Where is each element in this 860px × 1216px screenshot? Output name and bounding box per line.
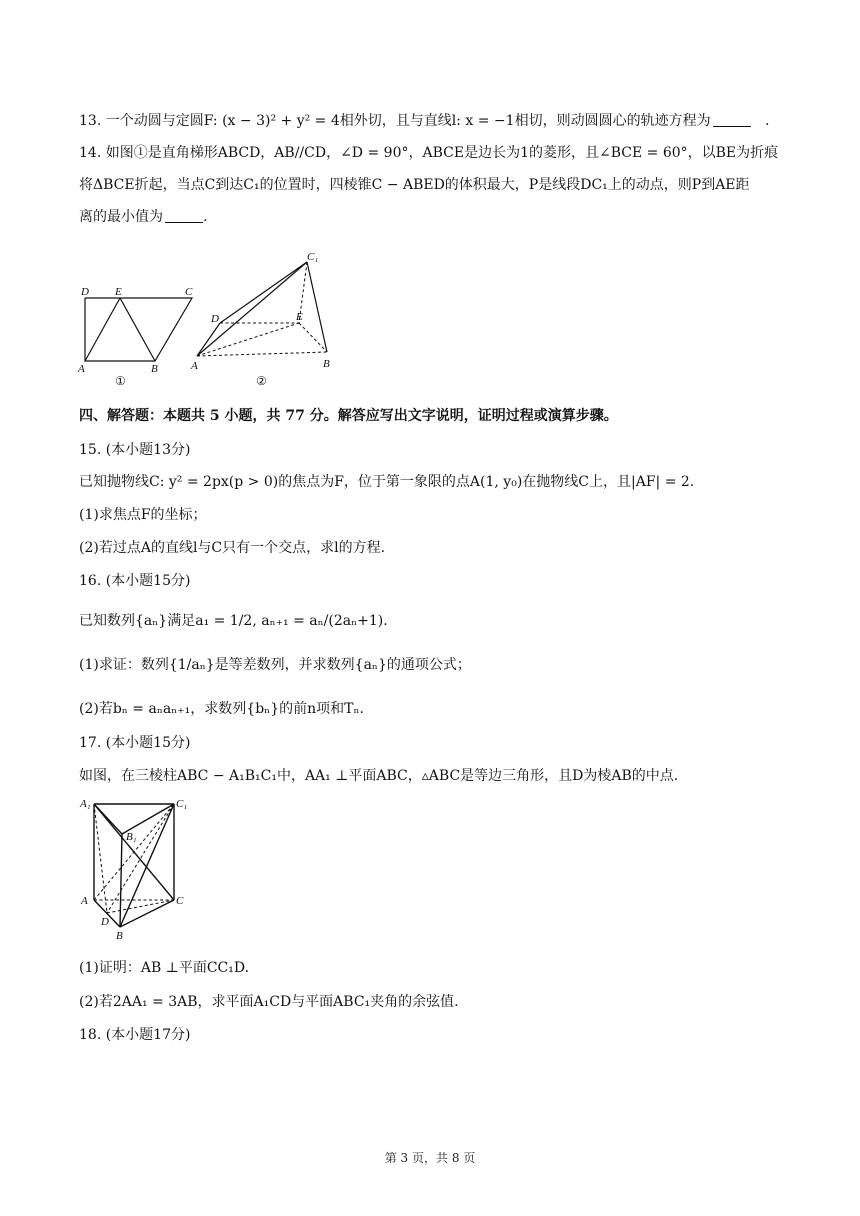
segment-eb: [120, 298, 155, 361]
figure-17: [76, 794, 206, 944]
segment-dc1: [220, 262, 307, 323]
question-13: [79, 111, 769, 131]
edge-bc: [120, 900, 174, 927]
question-13-text: 13. 一个动圆与定圆F: (x − 3)² + y² = 4相外切，且与直线l: x = −1相切，则动圆圆心的轨迹方程为: [79, 113, 711, 129]
question-14-end: .: [203, 209, 208, 225]
question-17-stem: 如图，在三棱柱ABC − A₁B₁C₁中，AA₁ ⊥平面ABC，▵ABC是等边三角形，且D为棱AB的中点.: [79, 768, 679, 784]
question-17-head: 17. (本小题15分): [79, 735, 191, 751]
trapezoid-abcd: [85, 298, 192, 361]
label-d-1: D: [81, 286, 89, 298]
edge-c1b: [120, 804, 174, 927]
label-a1: A₁: [80, 798, 91, 810]
question-14-line2: 将ΔBCE折起，当点C到达C₁的位置时，四棱锥C − ABED的体积最大，P是线段DC₁上的动点，则P到AE距: [79, 177, 750, 193]
question-17-part-2: (2)若2AA₁ = 3AB，求平面A₁CD与平面ABC₁夹角的余弦值.: [79, 994, 459, 1010]
figure-14: [75, 248, 345, 393]
label-c: C: [176, 895, 184, 907]
edge-b1c1: [122, 804, 174, 834]
segment-c1b: [307, 262, 327, 352]
label-c1-2: C₁: [307, 251, 319, 263]
label-e-2: E: [296, 311, 303, 323]
question-13-end: .: [765, 113, 770, 129]
segment-ae: [85, 298, 120, 361]
label-a-2: A: [191, 360, 198, 372]
segment-ab-2: [197, 352, 327, 356]
segment-eb-2: [299, 323, 327, 352]
question-16-part-1: (1)求证：数列{1/aₙ}是等差数列，并求数列{aₙ}的通项公式；: [79, 657, 471, 673]
section-4-heading: 四、解答题：本题共 5 小题，共 77 分。解答应写出文字说明，证明过程或演算步骤。: [79, 408, 618, 424]
question-15-part-2: (2)若过点A的直线l与C只有一个交点，求l的方程.: [79, 540, 386, 556]
label-b: B: [116, 930, 123, 942]
question-15-head: 15. (本小题13分): [79, 442, 191, 458]
label-e-1: E: [115, 286, 122, 298]
label-b-1: B: [151, 363, 158, 375]
label-a-1: A: [78, 363, 85, 375]
label-d: D: [101, 916, 109, 928]
label-c1: C₁: [176, 798, 188, 810]
label-b1: B₁: [126, 831, 137, 843]
question-16-part-2: (2)若bₙ = aₙaₙ₊₁，求数列{bₙ}的前n项和Tₙ.: [79, 701, 364, 717]
figure-14-part-1: [85, 298, 192, 361]
caption-2: ②: [256, 374, 267, 388]
question-14-line3-text: 离的最小值为: [79, 209, 163, 225]
label-d-2: D: [211, 313, 219, 325]
label-c-1: C: [185, 286, 193, 298]
figure-14-part-2: [197, 262, 327, 356]
edge-dc: [107, 900, 174, 913]
edge-c1d: [107, 804, 174, 913]
segment-ac1: [197, 262, 307, 356]
segment-ae-2: [197, 323, 299, 356]
page-footer: 第 3 页，共 8 页: [384, 1151, 476, 1165]
question-18-head: 18. (本小题17分): [79, 1027, 191, 1043]
question-15-part-1: (1)求焦点F的坐标；: [79, 507, 207, 523]
question-14-line1: 14. 如图①是直角梯形ABCD，AB//CD，∠D = 90°，ABCE是边长为1的菱形，且∠BCE = 60°，以BE为折痕: [79, 145, 779, 161]
edge-bb1: [120, 834, 122, 927]
label-a: A: [81, 895, 88, 907]
question-16-stem: 已知数列{aₙ}满足a₁ = 1/2, aₙ₊₁ = aₙ/(2aₙ+1).: [79, 613, 388, 629]
question-16-head: 16. (本小题15分): [79, 573, 191, 589]
label-b-2: B: [323, 358, 330, 370]
caption-1: ①: [115, 374, 126, 388]
question-14-line3: [79, 207, 207, 227]
question-17-part-1: (1)证明：AB ⊥平面CC₁D.: [79, 960, 250, 976]
figure-14-hidden-lines: [197, 262, 327, 356]
edge-a1d: [94, 804, 107, 913]
answer-blank-13: [713, 112, 751, 127]
question-15-stem: 已知抛物线C: y² = 2px(p > 0)的焦点为F，位于第一象限的点A(1, y₀)在抛物线C上，且|AF| = 2.: [79, 474, 695, 490]
answer-blank-14: [165, 208, 203, 223]
